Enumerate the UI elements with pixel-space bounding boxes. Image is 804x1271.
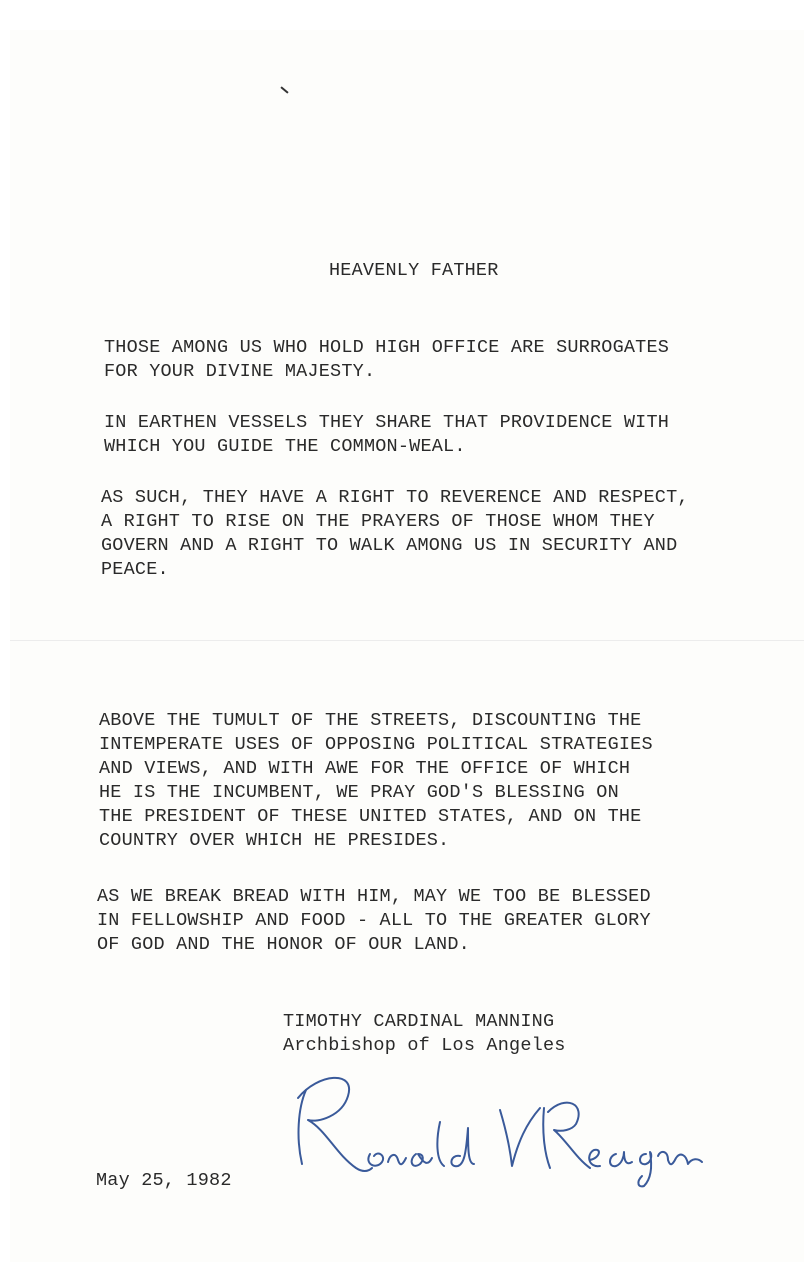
paragraph-line: HE IS THE INCUMBENT, WE PRAY GOD'S BLESSING ON [99, 782, 619, 803]
paragraph-line: A RIGHT TO RISE ON THE PRAYERS OF THOSE WHOM THEY [101, 511, 655, 532]
paragraph-line: IN FELLOWSHIP AND FOOD - ALL TO THE GREATER GLORY [97, 910, 651, 931]
scan-border-top [0, 0, 804, 30]
paragraph [104, 411, 784, 459]
paragraph-line: AS SUCH, THEY HAVE A RIGHT TO REVERENCE AND RESPECT, [101, 487, 689, 508]
paragraph-line: THOSE AMONG US WHO HOLD HIGH OFFICE ARE SURROGATES [104, 337, 670, 358]
paragraph-line: OF GOD AND THE HONOR OF OUR LAND. [97, 934, 470, 955]
prayer-heading: HEAVENLY FATHER [329, 260, 499, 281]
paragraph-line: INTEMPERATE USES OF OPPOSING POLITICAL STRATEGIES [99, 734, 653, 755]
paragraph-line: AS WE BREAK BREAD WITH HIM, MAY WE TOO BE BLESSED [97, 886, 651, 907]
handwritten-signature [278, 1068, 708, 1198]
paragraph [101, 486, 781, 582]
paragraph-line: AND VIEWS, AND WITH AWE FOR THE OFFICE OF WHICH [99, 758, 631, 779]
paragraph-line: FOR YOUR DIVINE MAJESTY. [104, 361, 376, 382]
paper-fold-line [10, 640, 804, 641]
paragraph-line: IN EARTHEN VESSELS THEY SHARE THAT PROVIDENCE WITH [104, 412, 670, 433]
scan-border-left [0, 0, 10, 1271]
paragraph [97, 885, 777, 957]
paragraph-line: ABOVE THE TUMULT OF THE STREETS, DISCOUNTING THE [99, 710, 642, 731]
paragraph-line: GOVERN AND A RIGHT TO WALK AMONG US IN SECURITY AND [101, 535, 678, 556]
paragraph-line: THE PRESIDENT OF THESE UNITED STATES, AND ON THE [99, 806, 642, 827]
author-block [283, 1010, 566, 1058]
paragraph [99, 709, 779, 853]
scan-border-bottom [0, 1262, 804, 1271]
stray-mark [280, 86, 288, 93]
paragraph-line: WHICH YOU GUIDE THE COMMON-WEAL. [104, 436, 466, 457]
paragraph-line: PEACE. [101, 559, 169, 580]
author-name: TIMOTHY CARDINAL MANNING [283, 1011, 555, 1032]
paragraph [104, 336, 784, 384]
paragraph-line: COUNTRY OVER WHICH HE PRESIDES. [99, 830, 450, 851]
author-title: Archbishop of Los Angeles [283, 1035, 566, 1056]
document-date: May 25, 1982 [96, 1170, 232, 1191]
